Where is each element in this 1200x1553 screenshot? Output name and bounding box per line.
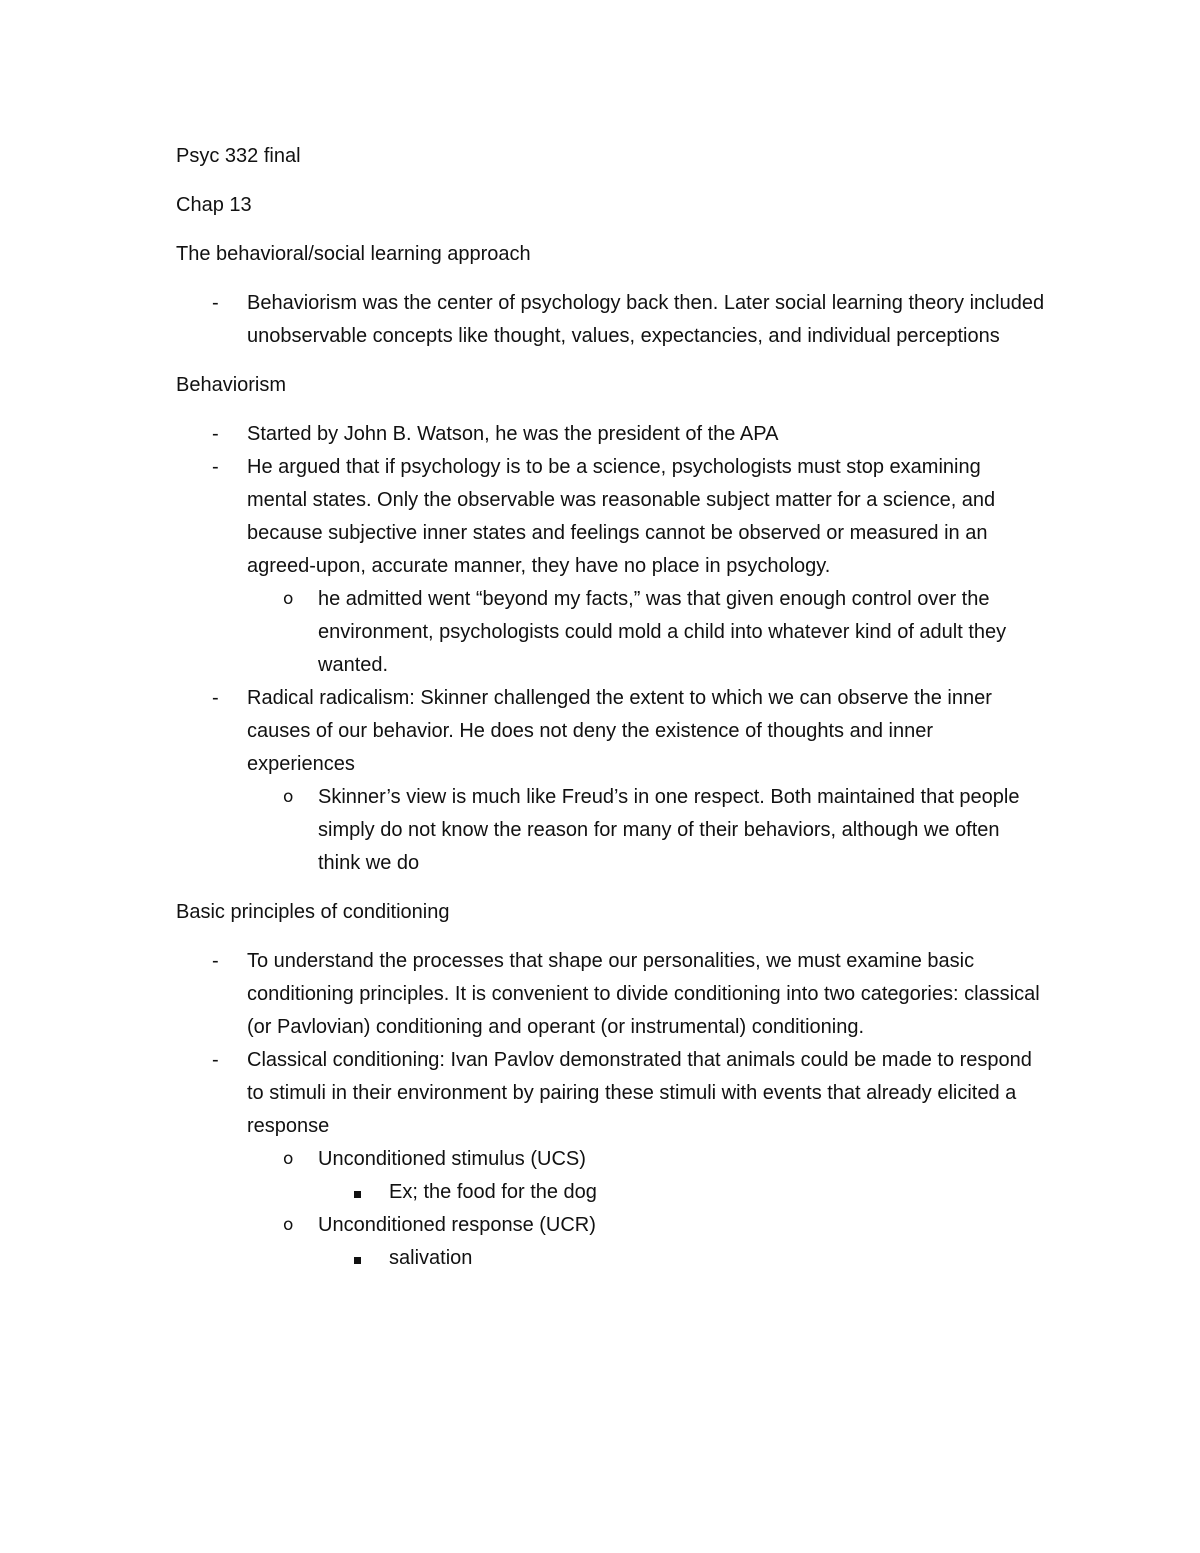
list-item-text: Behaviorism was the center of psychology back then. Later social learning theory included unobservable concepts like thought, values, expectancies, and individual perceptions xyxy=(247,292,1050,347)
list-item xyxy=(176,1209,1046,1242)
list-item-text: Ex; the food for the dog xyxy=(389,1181,597,1203)
list-item xyxy=(176,418,1046,451)
section-heading: The behavioral/social learning approach xyxy=(176,243,531,265)
list-item xyxy=(176,1143,1046,1176)
bullet-list xyxy=(176,945,1046,1275)
list-item-text: Skinner’s view is much like Freud’s in one respect. Both maintained that people simply do not know the reason for many of their behaviors, although we often think we do xyxy=(318,786,1026,874)
list-item xyxy=(176,682,1046,781)
circle-bullet-icon: o xyxy=(283,589,294,609)
circle-bullet-icon: o xyxy=(283,1215,294,1235)
list-item-text: Unconditioned response (UCR) xyxy=(318,1214,596,1236)
list-item-text: Unconditioned stimulus (UCS) xyxy=(318,1148,586,1170)
dash-bullet-icon: - xyxy=(212,1049,219,1071)
dash-bullet-icon: - xyxy=(212,950,219,972)
square-bullet-icon xyxy=(354,1242,384,1275)
list-item xyxy=(176,1044,1046,1143)
square-bullet-icon xyxy=(354,1176,384,1209)
list-item-text: He argued that if psychology is to be a science, psychologists must stop examining mental states. Only the observable was reasonable subject matter for a science, and because subjective inner states and feelings cannot be observed or measured in an agreed-upon, accurate manner, they have no place in psychology. xyxy=(247,456,1001,577)
list-item-text: Started by John B. Watson, he was the president of the APA xyxy=(247,423,779,445)
dash-bullet-icon: - xyxy=(212,687,219,709)
list-item xyxy=(176,451,1046,583)
bullet-list xyxy=(176,287,1050,353)
list-item-text: To understand the processes that shape our personalities, we must examine basic conditioning principles. It is convenient to divide conditioning into two categories: classical (or Pavlovian) conditioning and operant (or instrumental) conditioning. xyxy=(247,950,1046,1038)
list-item xyxy=(176,781,1046,880)
list-item xyxy=(176,1176,1046,1209)
list-item-text: salivation xyxy=(389,1247,473,1269)
document-title: Psyc 332 final xyxy=(176,145,301,167)
chapter-label: Chap 13 xyxy=(176,194,252,216)
list-item-text: Radical radicalism: Skinner challenged the extent to which we can observe the inner causes of our behavior. He does not deny the existence of thoughts and inner experiences xyxy=(247,687,998,775)
circle-bullet-icon: o xyxy=(283,1149,294,1169)
bullet-list xyxy=(176,418,1046,880)
list-item-text: he admitted went “beyond my facts,” was that given enough control over the environment, psychologists could mold a child into whatever kind of adult they xyxy=(318,588,1007,643)
list-item xyxy=(176,583,1046,682)
document-body xyxy=(176,140,1050,1291)
dash-bullet-icon: - xyxy=(212,423,219,445)
list-item xyxy=(176,945,1046,1044)
section-heading: Basic principles of conditioning xyxy=(176,901,450,923)
section-heading: Behaviorism xyxy=(176,374,287,396)
dash-bullet-icon: - xyxy=(212,292,219,314)
list-item xyxy=(176,287,1050,353)
list-item-text: wanted. xyxy=(318,654,389,676)
list-item-text: Classical conditioning: Ivan Pavlov demonstrated that animals could be made to respond to stimuli in their environment by pairing these stimuli with events that already elicited a response xyxy=(247,1049,1038,1137)
circle-bullet-icon: o xyxy=(283,787,294,807)
dash-bullet-icon: - xyxy=(212,456,219,478)
list-item xyxy=(176,1242,1046,1275)
